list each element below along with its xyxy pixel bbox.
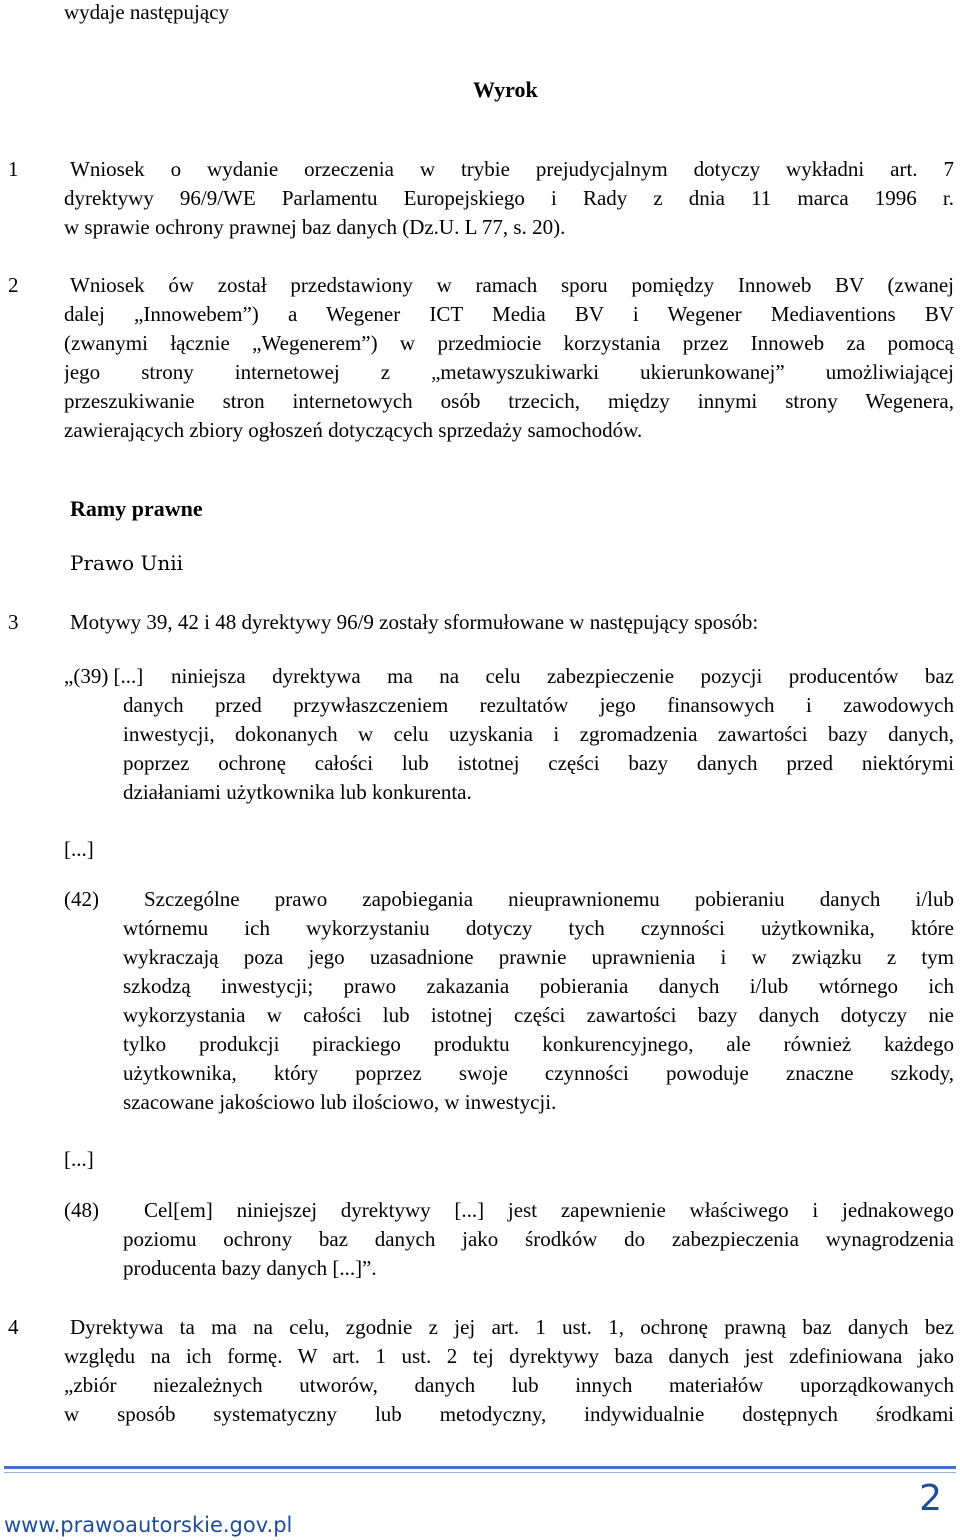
subsection-heading: Prawo Unii [70, 551, 183, 575]
recital-42-line: szkodzą inwestycji; prawo zakazania pobierania danych i/lub wtórnego ich [123, 974, 954, 998]
recital-42-line: użytkownika, który poprzez swoje czynności powoduje znaczne szkody, [123, 1061, 954, 1085]
paragraph-2-line: przeszukiwanie stron internetowych osób trzecich, między innymi strony Wegenera, [64, 389, 954, 413]
recital-42-line: wykorzystania w całości lub istotnej części zawartości bazy danych dotyczy nie [123, 1003, 954, 1027]
paragraph-2-line: Wniosek ów został przedstawiony w ramach sporu pomiędzy Innoweb BV (zwanej [70, 273, 954, 297]
recital-48-line: producenta bazy danych [...]”. [123, 1256, 377, 1280]
footer-rule [4, 1466, 956, 1469]
paragraph-1-line: w sprawie ochrony prawnej baz danych (Dz.U. L 77, s. 20). [64, 215, 566, 239]
footer-rule-thin [4, 1472, 956, 1473]
paragraph-4-line: Dyrektywa ta ma na celu, zgodnie z jej art. 1 ust. 1, ochronę prawną baz danych bez [70, 1315, 954, 1339]
paragraph-2-line: (zwanymi łącznie „Wegenerem”) w przedmiocie korzystania przez Innoweb za pomocą [64, 331, 954, 355]
paragraph-1-line: Wniosek o wydanie orzeczenia w trybie prejudycjalnym dotyczy wykładni art. 7 [70, 157, 954, 181]
recital-48-line: poziomu ochrony baz danych jako środków do zabezpieczenia wynagrodzenia [123, 1227, 954, 1251]
paragraph-2-line: jego strony internetowej z „metawyszukiwarki ukierunkowanej” umożliwiającej [64, 360, 954, 384]
page-number: 2 [919, 1478, 942, 1519]
recital-39-label: „(39) [...] [64, 664, 144, 688]
recital-42-line: szacowane jakościowo lub ilościowo, w inwestycji. [123, 1090, 557, 1114]
paragraph-2-line: zawierających zbiory ogłoszeń dotyczących sprzedaży samochodów. [64, 418, 643, 442]
ellipsis-marker: [...] [64, 837, 94, 861]
paragraph-2-line: dalej „Innowebem”) a Wegener ICT Media BV i Wegener Mediaventions BV [64, 302, 954, 326]
recital-39-line: poprzez ochronę całości lub istotnej części bazy danych przed niektórymi [123, 751, 954, 775]
paragraph-2-number: 2 [8, 273, 19, 297]
recital-42-label: (42) [64, 887, 99, 911]
paragraph-3-number: 3 [8, 610, 19, 634]
paragraph-4-line: „zbiór niezależnych utworów, danych lub innych materiałów uporządkowanych [64, 1373, 954, 1397]
document-title: Wyrok [473, 77, 538, 102]
recital-39-line: niniejsza dyrektywa ma na celu zabezpieczenie pozycji producentów baz [171, 664, 954, 688]
paragraph-3-text: Motywy 39, 42 i 48 dyrektywy 96/9 zostały sformułowane w następujący sposób: [70, 610, 759, 634]
intro-text: wydaje następujący [64, 0, 230, 24]
paragraph-4-number: 4 [8, 1315, 19, 1339]
recital-48-line: Cel[em] niniejszej dyrektywy [...] jest zapewnienie właściwego i jednakowego [144, 1198, 954, 1222]
recital-42-line: tylko produkcji pirackiego produktu konkurencyjnego, ale również każdego [123, 1032, 954, 1056]
paragraph-4-line: w sposób systematyczny lub metodyczny, indywidualnie dostępnych środkami [64, 1402, 954, 1426]
recital-48-label: (48) [64, 1198, 99, 1222]
recital-39-line: danych przed przywłaszczeniem rezultatów jego finansowych i zawodowych [123, 693, 954, 717]
footer-url: www.prawoautorskie.gov.pl [4, 1513, 293, 1537]
recital-42-line: wykraczają poza jego uzasadnione prawnie uprawnienia i w związku z tym [123, 945, 954, 969]
section-heading: Ramy prawne [70, 496, 203, 521]
recital-42-line: Szczególne prawo zapobiegania nieuprawnionemu pobieraniu danych i/lub [144, 887, 954, 911]
recital-39-line: inwestycji, dokonanych w celu uzyskania i zgromadzenia zawartości bazy danych, [123, 722, 954, 746]
paragraph-1-line: dyrektywy 96/9/WE Parlamentu Europejskiego i Rady z dnia 11 marca 1996 r. [64, 186, 954, 210]
ellipsis-marker: [...] [64, 1147, 94, 1171]
recital-42-line: wtórnemu ich wykorzystaniu dotyczy tych czynności użytkownika, które [123, 916, 954, 940]
paragraph-4-line: względu na ich formę. W art. 1 ust. 2 tej dyrektywy baza danych jest zdefiniowana jako [64, 1344, 954, 1368]
paragraph-1-number: 1 [8, 157, 19, 181]
recital-39-line: działaniami użytkownika lub konkurenta. [123, 780, 472, 804]
